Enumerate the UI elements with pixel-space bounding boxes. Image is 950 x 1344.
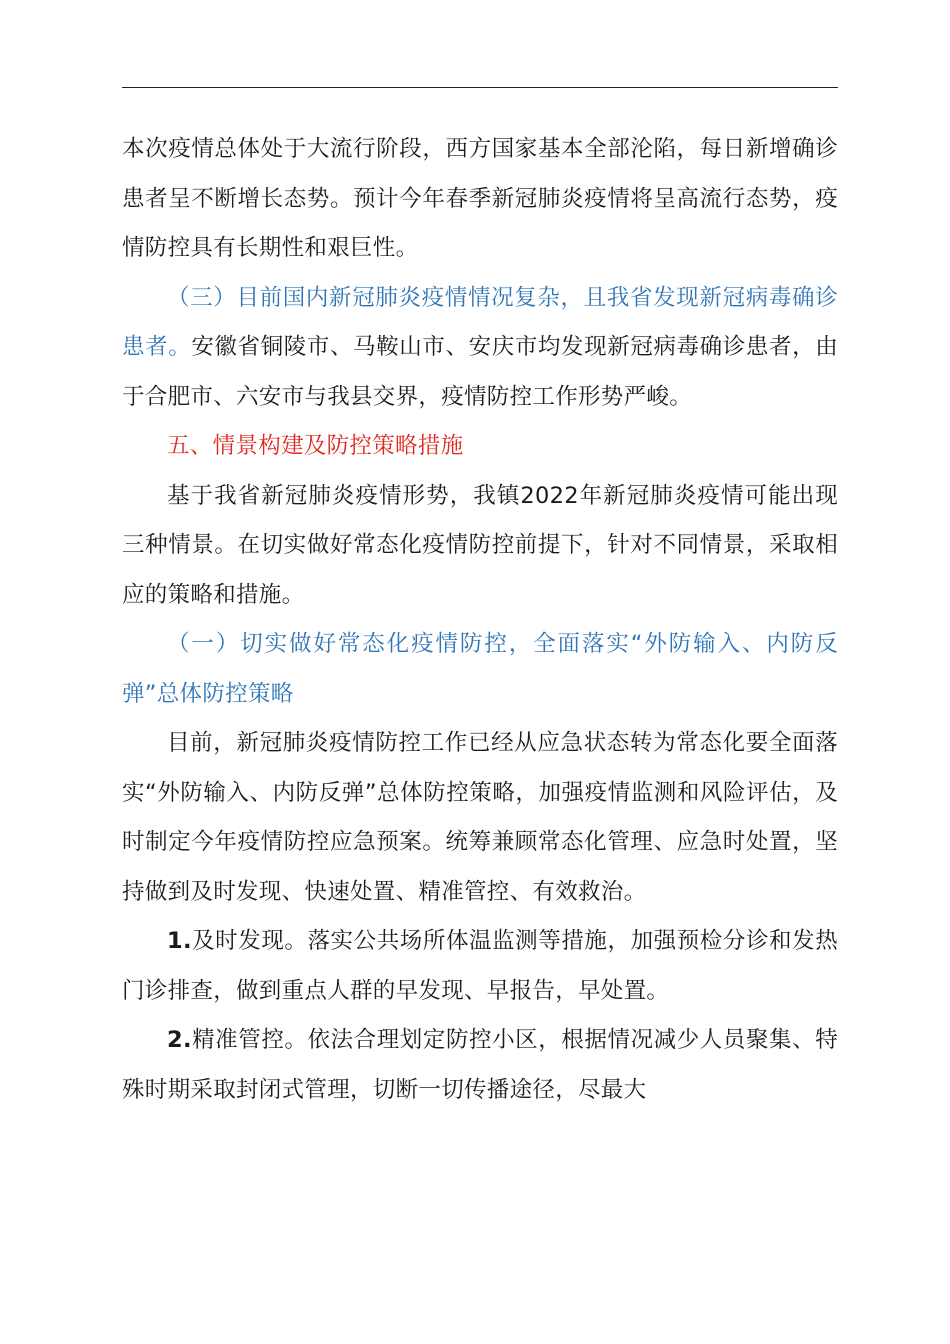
paragraph-3: 基于我省新冠肺炎疫情形势，我镇2022年新冠肺炎疫情可能出现三种情景。在切实做好常态化疫情防控前提下，针对不同情景，采取相应的策略和措施。	[122, 482, 838, 608]
paragraph-2-body: 安徽省铜陵市、马鞍山市、安庆市均发现新冠病毒确诊患者，由于合肥市、六安市与我县交界，疫情防控工作形势严峻。	[122, 334, 838, 410]
list-item-2-number: 2.	[167, 1027, 192, 1053]
subheading-3: （三）目前国内新冠肺炎疫情情况复杂，且我省发现新冠病毒确诊患者。	[122, 284, 838, 360]
list-item-1-text: 及时发现。落实公共场所体温监测等措施，加强预检分诊和发热门诊排查，做到重点人群的早发现、早报告，早处置。	[122, 928, 838, 1004]
list-item-2-text: 精准管控。依法合理划定防控小区，根据情况减少人员聚集、特殊时期采取封闭式管理，切断一切传播途径，尽最大	[122, 1027, 838, 1103]
paragraph-1: 本次疫情总体处于大流行阶段，西方国家基本全部沦陷，每日新增确诊患者呈不断增长态势。预计今年春季新冠肺炎疫情将呈高流行态势，疫情防控具有长期性和艰巨性。	[122, 136, 838, 261]
paragraph-2	[122, 274, 838, 423]
section-5-heading: 五、情景构建及防控策略措施	[167, 433, 464, 459]
paragraph-4: 目前，新冠肺炎疫情防控工作已经从应急状态转为常态化要全面落实“外防输入、内防反弹”总体防控策略，加强疫情监测和风险评估，及时制定今年疫情防控应急预案。统筹兼顾常态化管理、应急时处置，坚持做到及时发现、快速处置、精准管控、有效救治。	[122, 730, 838, 905]
list-item-2	[122, 1016, 838, 1115]
header-rule	[122, 87, 838, 88]
list-item-1	[122, 917, 838, 1016]
list-item-1-number: 1.	[167, 928, 192, 954]
document-body	[122, 125, 838, 1115]
subheading-1: （一）切实做好常态化疫情防控，全面落实“外防输入、内防反弹”总体防控策略	[122, 631, 838, 707]
